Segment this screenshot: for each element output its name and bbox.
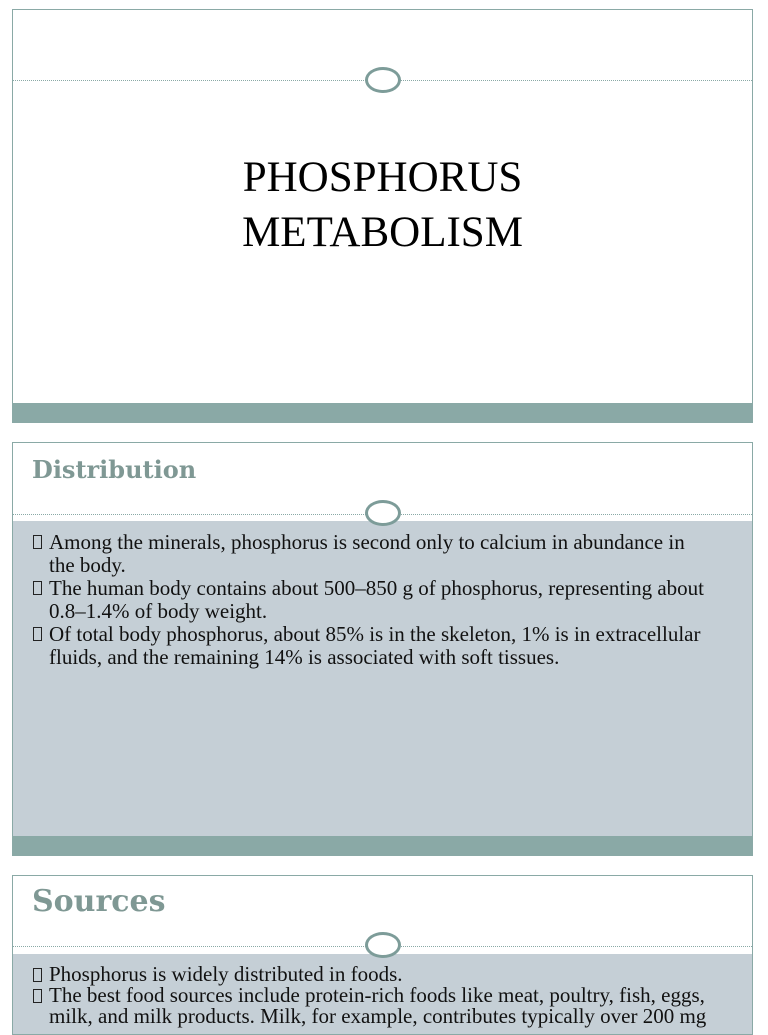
title-slide bbox=[12, 9, 753, 423]
ring-ornament bbox=[365, 500, 401, 526]
bullet-icon bbox=[33, 581, 42, 595]
bullet-text: The human body contains about 500–850 g of phosphorus, representing about 0.8–1.4% of body weight. bbox=[49, 576, 704, 623]
bullet-text: Among the minerals, phosphorus is second only to calcium in abundance in the body. bbox=[49, 530, 685, 577]
bullet-icon bbox=[33, 535, 42, 549]
distribution-slide bbox=[12, 442, 753, 856]
sources-slide bbox=[12, 875, 753, 1035]
content-area bbox=[13, 954, 752, 1034]
bullet-icon bbox=[33, 968, 42, 982]
footer-bar bbox=[13, 836, 752, 855]
bullet-text: Phosphorus is widely distributed in foods. bbox=[49, 962, 403, 986]
title-line-1: PHOSPHORUS bbox=[242, 154, 523, 201]
content-area bbox=[13, 521, 752, 836]
ring-ornament bbox=[365, 932, 401, 958]
section-heading: Distribution bbox=[32, 455, 197, 484]
list-item bbox=[33, 964, 712, 985]
title-line-2: METABOLISM bbox=[242, 209, 523, 256]
bullet-list bbox=[33, 964, 712, 1027]
page-title bbox=[13, 150, 752, 260]
section-heading: Sources bbox=[32, 884, 166, 919]
list-item bbox=[33, 577, 712, 623]
bullet-text: Of total body phosphorus, about 85% is in the skeleton, 1% is in extracellular fluids, and the remaining 14% is associated with soft tissues. bbox=[49, 622, 701, 669]
ring-ornament bbox=[365, 67, 401, 93]
list-item bbox=[33, 623, 712, 669]
list-item bbox=[33, 985, 712, 1027]
bullet-text: The best food sources include protein-rich foods like meat, poultry, fish, eggs, milk, and milk products. Milk, for example, contributes typically over 200 mg bbox=[49, 983, 707, 1028]
bullet-icon bbox=[33, 627, 42, 641]
list-item bbox=[33, 531, 712, 577]
bullet-list bbox=[33, 531, 712, 669]
bullet-icon bbox=[33, 989, 42, 1003]
footer-bar bbox=[13, 403, 752, 422]
